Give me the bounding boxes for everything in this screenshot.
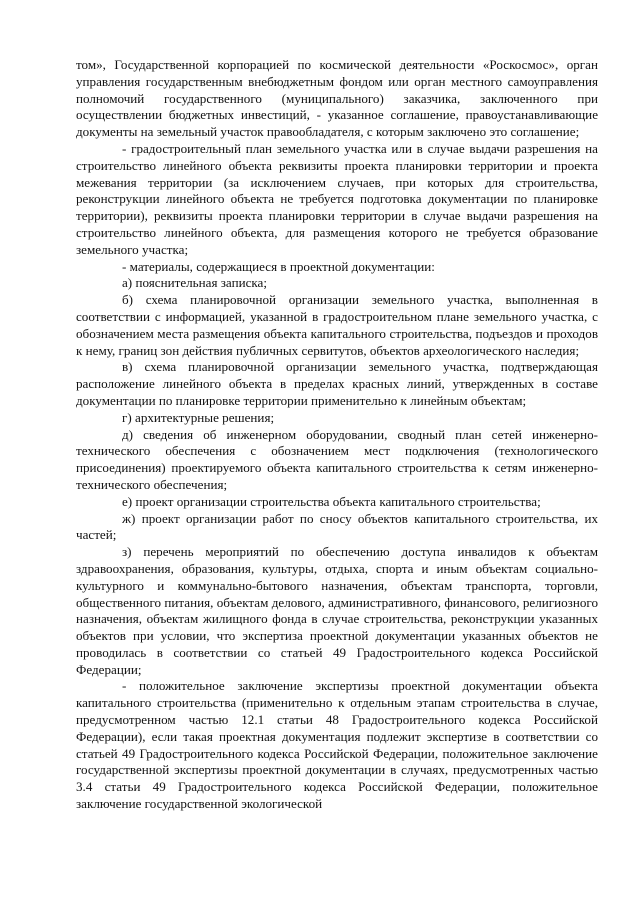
paragraph-materials: - материалы, содержащиеся в проектной документации:	[122, 258, 435, 274]
paragraph-continuation: том», Государственной корпорацией по космической деятельности «Роскосмос», орган управления государственным внебюджетным фондом или орган местного самоуправления полномочий государственного (муниципального) заказчика, заключенного при осуществлении бюджетных инвестиций, - указанное соглашение, правоустанавливающие документы на земельный участок правообладателя, с которым заключено это соглашение;	[76, 57, 598, 140]
document-body	[76, 57, 598, 813]
paragraph-gradplan: - градостроительный план земельного участка или в случае выдачи разрешения на строительство линейного объекта реквизиты проекта планировки территории и проекта межевания территории (за исключением случаев, при которых для строительства, реконструкции линейного объекта не требуется подготовка документации по планировке территории), реквизиты проекта планировки территории в случае выдачи разрешения на строительство линейного объекта, для размещения которого не требуется образование земельного участка;	[76, 140, 598, 257]
paragraph-expertise: - положительное заключение экспертизы проектной документации объекта капитального строительства (применительно к отдельным этапам строительства в случае, предусмотренном частью 12.1 статьи 48 Градостроительного кодекса Российской Федерации), если такая проектная документация подлежит экспертизе в соответствии со статьей 49 Градостроительного кодекса Российской Федерации, положительное заключение государственной экспертизы проектной документации в случаях, предусмотренных частью 3.4 статьи 49 Градостроительного кодекса Российской Федерации, положительное заключение государственной экологической	[76, 678, 598, 812]
list-item-zh: ж) проект организации работ по сносу объектов капитального строительства, их частей;	[76, 510, 598, 543]
list-item-d: д) сведения об инженерном оборудовании, сводный план сетей инженерно-технического обеспечения с обозначением мест подключения (технологического присоединения) проектируемого объекта капитального строительства к сетям инженерно-технического обеспечения;	[76, 426, 598, 492]
list-item-g: г) архитектурные решения;	[122, 409, 275, 425]
list-item-e: е) проект организации строительства объекта капитального строительства;	[122, 493, 541, 509]
list-item-a: а) пояснительная записка;	[122, 275, 268, 291]
list-item-z: з) перечень мероприятий по обеспечению доступа инвалидов к объектам здравоохранения, образования, культуры, отдыха, спорта и иным объектам социально-культурного и коммунально-бытового назначения, объектам транспорта, торговли, общественного питания, объектам делового, административного, финансового, религиозного назначения, объектам жилищного фонда в случае строительства, реконструкции указанных объектов при условии, что экспертиза проектной документации указанных объектов не проводилась в соответствии со статьей 49 Градостроительного кодекса Российской Федерации;	[76, 544, 598, 677]
list-item-b: б) схема планировочной организации земельного участка, выполненная в соответствии с информацией, указанной в градостроительном плане земельного участка, с обозначением места размещения объекта капитального строительства, подъездов и проходов к нему, границ зон действия публичных сервитутов, объектов археологического наследия;	[76, 292, 598, 358]
list-item-v: в) схема планировочной организации земельного участка, подтверждающая расположение линейного объекта в пределах красных линий, утвержденных в составе документации по планировке территории применительно к линейным объектам;	[76, 359, 598, 408]
